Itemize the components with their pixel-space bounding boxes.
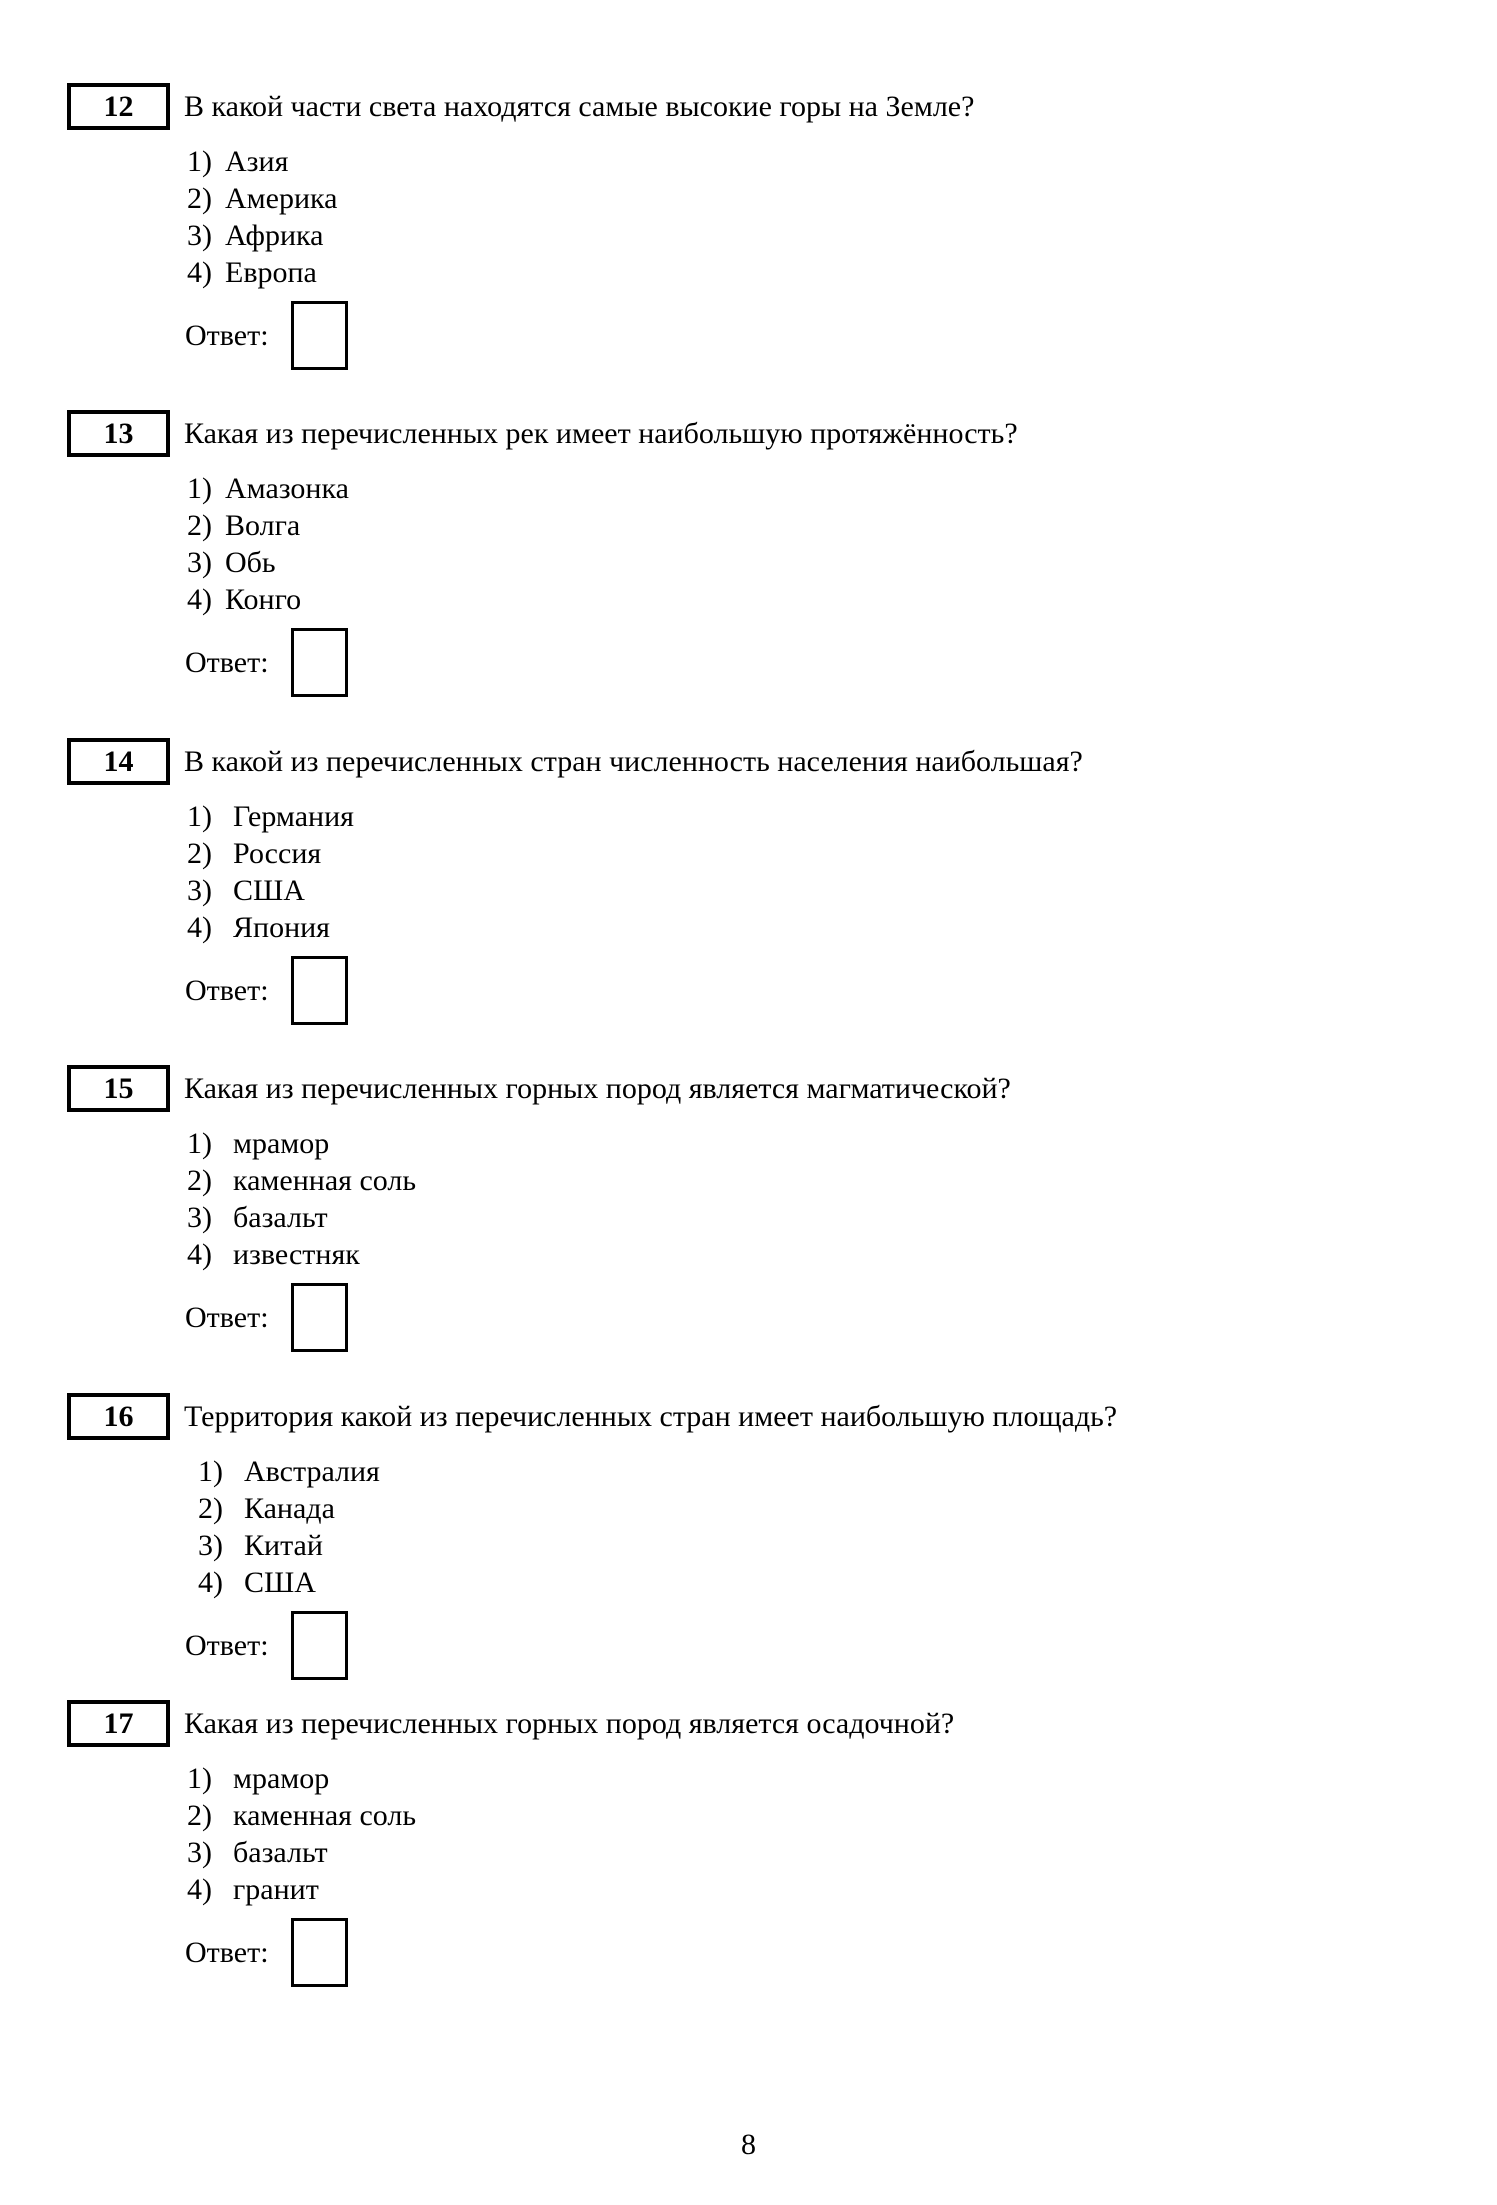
question-text: В какой части света находятся самые высокие горы на Земле? xyxy=(184,90,975,123)
option-number: 2) xyxy=(198,1492,223,1525)
option-number: 4) xyxy=(187,583,212,616)
answer-label: Ответ: xyxy=(185,1935,269,1969)
answer-row xyxy=(185,953,1457,1028)
question-header xyxy=(67,83,1457,130)
question-text: Какая из перечисленных горных пород является осадочной? xyxy=(184,1707,955,1740)
option xyxy=(187,1199,1457,1236)
option xyxy=(187,872,1457,909)
answer-box[interactable] xyxy=(291,1918,348,1987)
option-number: 4) xyxy=(187,1873,212,1906)
answer-label: Ответ: xyxy=(185,973,269,1007)
question-number: 16 xyxy=(103,1399,134,1433)
option-label: Африка xyxy=(225,219,324,252)
answer-row xyxy=(185,298,1457,373)
option-number: 3) xyxy=(187,1201,212,1234)
question-12 xyxy=(67,83,1457,373)
option-label: гранит xyxy=(233,1873,319,1906)
option xyxy=(187,143,1457,180)
option-label: США xyxy=(244,1566,316,1599)
option-label: Австралия xyxy=(244,1455,380,1488)
question-number-box xyxy=(67,83,170,130)
options-list xyxy=(198,1453,1457,1601)
option xyxy=(187,507,1457,544)
question-number-box xyxy=(67,1700,170,1747)
option xyxy=(198,1453,1457,1490)
option-label: Азия xyxy=(225,145,289,178)
question-number-box xyxy=(67,1393,170,1440)
option xyxy=(187,798,1457,835)
options-list xyxy=(187,470,1457,618)
answer-label: Ответ: xyxy=(185,1300,269,1334)
option-label: Китай xyxy=(244,1529,323,1562)
option xyxy=(187,909,1457,946)
options-list xyxy=(187,143,1457,291)
option xyxy=(187,1125,1457,1162)
answer-box[interactable] xyxy=(291,956,348,1025)
option-number: 4) xyxy=(187,256,212,289)
option-label: каменная соль xyxy=(233,1799,417,1832)
option-number: 3) xyxy=(187,1836,212,1869)
question-17 xyxy=(67,1700,1457,1990)
option-label: базальт xyxy=(233,1201,328,1234)
question-16 xyxy=(67,1393,1457,1683)
option xyxy=(187,1236,1457,1273)
option xyxy=(187,835,1457,872)
option-label: Канада xyxy=(244,1492,335,1525)
answer-box[interactable] xyxy=(291,301,348,370)
question-text: Какая из перечисленных рек имеет наибольшую протяжённость? xyxy=(184,417,1018,450)
answer-row xyxy=(185,625,1457,700)
answer-row xyxy=(185,1608,1457,1683)
option-label: Америка xyxy=(225,182,338,215)
question-number-box xyxy=(67,1065,170,1112)
question-text: Территория какой из перечисленных стран имеет наибольшую площадь? xyxy=(184,1400,1118,1433)
question-text: Какая из перечисленных горных пород является магматической? xyxy=(184,1072,1011,1105)
option-label: мрамор xyxy=(233,1127,330,1160)
option xyxy=(187,1871,1457,1908)
option-number: 1) xyxy=(198,1455,223,1488)
question-number: 14 xyxy=(103,744,134,778)
option-label: США xyxy=(233,874,305,907)
question-number: 12 xyxy=(103,89,134,123)
option-number: 2) xyxy=(187,1164,212,1197)
answer-label: Ответ: xyxy=(185,318,269,352)
options-list xyxy=(187,798,1457,946)
option xyxy=(187,1834,1457,1871)
options-list xyxy=(187,1125,1457,1273)
option-number: 2) xyxy=(187,182,212,215)
option xyxy=(187,470,1457,507)
question-number: 17 xyxy=(103,1706,134,1740)
question-number-box xyxy=(67,738,170,785)
option-label: известняк xyxy=(233,1238,360,1271)
option xyxy=(187,254,1457,291)
question-number: 13 xyxy=(103,416,134,450)
answer-box[interactable] xyxy=(291,1611,348,1680)
option xyxy=(198,1564,1457,1601)
option-number: 4) xyxy=(198,1566,223,1599)
option-label: Европа xyxy=(225,256,317,289)
question-text: В какой из перечисленных стран численность населения наибольшая? xyxy=(184,745,1083,778)
page-number: 8 xyxy=(741,2128,756,2161)
answer-box[interactable] xyxy=(291,1283,348,1352)
option xyxy=(187,180,1457,217)
option-number: 3) xyxy=(187,874,212,907)
option-number: 3) xyxy=(187,546,212,579)
question-header xyxy=(67,1393,1457,1440)
option-number: 1) xyxy=(187,800,212,833)
option-label: Япония xyxy=(233,911,330,944)
option-number: 2) xyxy=(187,1799,212,1832)
question-header xyxy=(67,1065,1457,1112)
option-label: мрамор xyxy=(233,1762,330,1795)
option xyxy=(187,1162,1457,1199)
question-13 xyxy=(67,410,1457,700)
answer-label: Ответ: xyxy=(185,1628,269,1662)
option-label: Амазонка xyxy=(225,472,349,505)
option-label: Россия xyxy=(233,837,322,870)
option-number: 4) xyxy=(187,911,212,944)
option xyxy=(187,581,1457,618)
option-label: каменная соль xyxy=(233,1164,417,1197)
option-number: 3) xyxy=(198,1529,223,1562)
question-number: 15 xyxy=(103,1071,134,1105)
option xyxy=(198,1527,1457,1564)
option-label: Обь xyxy=(225,546,276,579)
option-number: 1) xyxy=(187,472,212,505)
option-number: 2) xyxy=(187,837,212,870)
option xyxy=(187,1760,1457,1797)
answer-row xyxy=(185,1915,1457,1990)
option-number: 1) xyxy=(187,145,212,178)
option-number: 2) xyxy=(187,509,212,542)
question-14 xyxy=(67,738,1457,1028)
option-label: базальт xyxy=(233,1836,328,1869)
answer-label: Ответ: xyxy=(185,645,269,679)
question-15 xyxy=(67,1065,1457,1355)
option xyxy=(198,1490,1457,1527)
option-number: 1) xyxy=(187,1762,212,1795)
option-label: Конго xyxy=(225,583,302,616)
question-header xyxy=(67,738,1457,785)
question-header xyxy=(67,410,1457,457)
option-number: 3) xyxy=(187,219,212,252)
option-number: 4) xyxy=(187,1238,212,1271)
answer-box[interactable] xyxy=(291,628,348,697)
option xyxy=(187,217,1457,254)
answer-row xyxy=(185,1280,1457,1355)
question-number-box xyxy=(67,410,170,457)
option xyxy=(187,1797,1457,1834)
option xyxy=(187,544,1457,581)
option-label: Волга xyxy=(225,509,301,542)
options-list xyxy=(187,1760,1457,1908)
option-label: Германия xyxy=(233,800,354,833)
question-header xyxy=(67,1700,1457,1747)
option-number: 1) xyxy=(187,1127,212,1160)
